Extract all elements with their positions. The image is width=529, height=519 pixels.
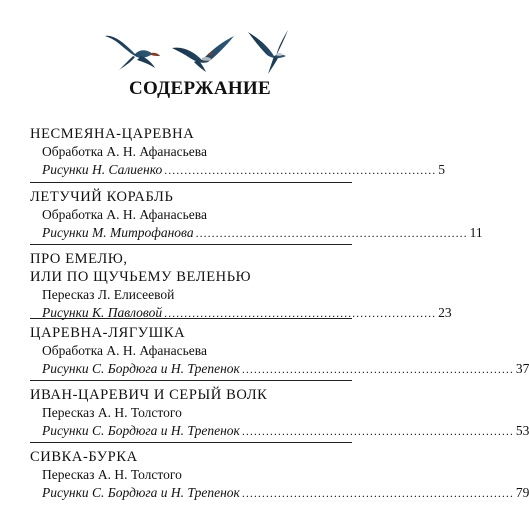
illustrator-text: Рисунки С. Бордюга и Н. Трепенок (42, 423, 240, 438)
entry-credit: Обработка А. Н. Афанасьева (42, 207, 207, 222)
toc-entry[interactable] (30, 380, 529, 442)
entry-title: НЕСМЕЯНА-ЦАРЕВНА (30, 126, 195, 142)
leader-dots: .................................................................... (241, 362, 514, 376)
toc-entry[interactable] (30, 244, 452, 320)
swallow-icon-1 (105, 36, 160, 70)
page-title: СОДЕРЖАНИЕ (129, 78, 271, 99)
toc-entry[interactable] (30, 442, 529, 504)
page-number: 23 (438, 305, 452, 320)
leader-dots: .................................................................... (164, 163, 437, 177)
entry-illustrations (30, 161, 445, 179)
entry-illustrations (30, 484, 529, 502)
page-number: 79 (515, 485, 529, 500)
entry-credit: Обработка А. Н. Афанасьева (42, 144, 207, 159)
toc-entry[interactable] (30, 120, 445, 182)
leader-dots: .................................................................... (164, 306, 437, 320)
leader-dots: .................................................................... (241, 486, 514, 500)
entry-credit: Пересказ А. Н. Толстого (42, 467, 182, 482)
entry-credit: Пересказ А. Н. Толстого (42, 405, 182, 420)
entry-illustrations (30, 422, 529, 440)
entry-title: ЛЕТУЧИЙ КОРАБЛЬ (30, 189, 174, 205)
table-of-contents (30, 120, 529, 504)
toc-entry[interactable] (30, 318, 529, 380)
illustrator-text: Рисунки С. Бордюга и Н. Трепенок (42, 485, 240, 500)
leader-dots: .................................................................... (195, 226, 468, 240)
entry-title: СИВКА-БУРКА (30, 449, 138, 465)
entry-illustrations (30, 224, 483, 242)
entry-credit: Обработка А. Н. Афанасьева (42, 343, 207, 358)
page-number: 37 (515, 361, 529, 376)
entry-title: ИВАН-ЦАРЕВИЧ И СЕРЫЙ ВОЛК (30, 387, 268, 403)
entry-credit: Пересказ Л. Елисеевой (42, 287, 175, 302)
illustrator-text: Рисунки К. Павловой (42, 305, 163, 320)
illustrator-text: Рисунки М. Митрофанова (42, 225, 194, 240)
swallow-icon-3 (248, 30, 288, 74)
swallow-icon-2 (172, 36, 234, 72)
page-number: 53 (515, 423, 529, 438)
illustrator-text: Рисунки Н. Салиенко (42, 162, 163, 177)
page-number: 11 (469, 225, 483, 240)
leader-dots: .................................................................... (241, 424, 514, 438)
toc-entry[interactable] (30, 182, 483, 244)
entry-title: ЦАРЕВНА-ЛЯГУШКА (30, 325, 186, 341)
page-number: 5 (438, 162, 445, 177)
swallows-icon (0, 22, 400, 74)
entry-title: ПРО ЕМЕЛЮ, (30, 251, 128, 267)
entry-title-line2: ИЛИ ПО ЩУЧЬЕМУ ВЕЛЕНЬЮ (30, 269, 252, 285)
illustrator-text: Рисунки С. Бордюга и Н. Трепенок (42, 361, 240, 376)
entry-illustrations (30, 360, 529, 378)
